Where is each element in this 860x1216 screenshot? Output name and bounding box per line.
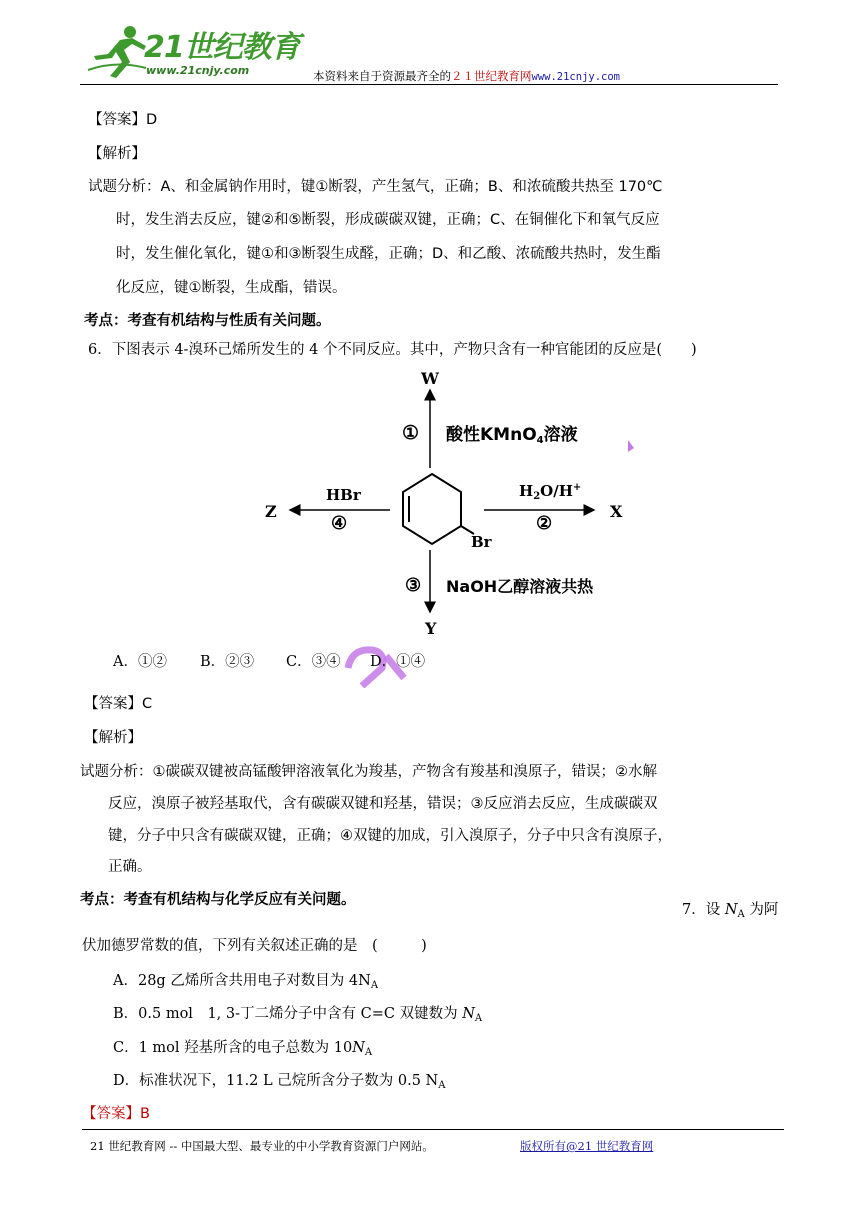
logo-url: www.21cnjy.com <box>146 64 250 77</box>
q5-kaodian: 考点：考查有机结构与性质有关问题。 <box>84 313 331 329</box>
reaction-1-reagent: 酸性KMnO$_4$溶液 <box>446 425 578 446</box>
q6-kaodian: 考点：考查有机结构与化学反应有关问题。 <box>80 892 356 908</box>
cyclohexene-ring <box>403 474 461 544</box>
product-X: X <box>610 502 623 521</box>
header-source-site[interactable]: ２１世纪教育网 <box>451 69 532 83</box>
q5-answer: 【答案】D <box>88 112 158 128</box>
logo-text: 21世纪教育 <box>144 30 300 65</box>
q6-option-c[interactable]: C．③④ <box>286 654 341 670</box>
q7-option-b[interactable]: B．0.5 mol 1, 3-丁二烯分子中含有 C=C 双键数为 $N_A$ <box>113 1006 483 1024</box>
q5-analysis-label: 【解析】 <box>88 146 146 162</box>
footer-text: 21 世纪教育网 -- 中国最大型、最专业的中小学教育资源门户网站。 <box>90 1139 434 1153</box>
product-Z: Z <box>265 502 277 521</box>
q6-option-d[interactable]: D．①④ <box>370 654 426 670</box>
q6-option-a[interactable]: A．①② <box>113 654 167 670</box>
q7-option-d[interactable]: D．标准状况下，11.2 L 己烷所含分子数为 0.5 $N_A$ <box>113 1073 446 1091</box>
q6-analysis-label: 【解析】 <box>84 730 142 746</box>
q6-answer: 【答案】C <box>84 696 153 712</box>
reaction-1-number: ① <box>402 422 420 444</box>
product-W: W <box>421 369 439 388</box>
reaction-2-number: ② <box>536 513 553 534</box>
watermark-mark <box>628 440 634 452</box>
site-logo[interactable] <box>86 22 300 82</box>
reaction-4-reagent: HBr <box>326 486 361 504</box>
q5-analysis-line-1: 试题分析：A、和金属钠作用时，键①断裂，产生氢气，正确；B、和浓硫酸共热至 170℃ <box>88 179 663 195</box>
product-Y: Y <box>425 619 437 638</box>
reaction-2-reagent: $H_2O/H^+$ <box>519 482 582 502</box>
q7-answer: 【答案】B <box>82 1106 150 1122</box>
header-divider <box>80 84 778 85</box>
q5-analysis-line-2: 时，发生消去反应，键②和⑤断裂，形成碳碳双键，正确；C、在铜催化下和氧气反应 <box>116 212 660 228</box>
footer-divider <box>82 1129 784 1130</box>
logo-runner-icon <box>86 24 150 80</box>
reaction-3-reagent: NaOH乙醇溶液共热 <box>446 577 594 596</box>
q6-analysis-line-1: 试题分析：①碳碳双键被高锰酸钾溶液氧化为羧基，产物含有羧基和溴原子，错误；②水解 <box>80 764 657 780</box>
reaction-4-number: ④ <box>331 513 348 534</box>
q7-stem-line-1: 7．设 $N_A$ 为阿 <box>682 902 779 920</box>
q5-analysis-line-4: 化反应，键①断裂，生成酯，错误。 <box>116 280 347 296</box>
q6-analysis-line-3: 键，分子中只含有碳碳双键，正确；④双键的加成，引入溴原子，分子中只含有溴原子， <box>108 828 672 844</box>
q6-analysis-line-4: 正确。 <box>108 859 152 875</box>
q6-reaction-diagram <box>250 368 670 643</box>
footer-copyright-link[interactable]: 版权所有@21 世纪教育网 <box>520 1139 654 1153</box>
q6-stem: 6．下图表示 4-溴环己烯所发生的 4 个不同反应。其中，产物只含有一种官能团的反应是( ) <box>88 342 697 358</box>
q7-stem-line-2: 伏加德罗常数的值，下列有关叙述正确的是 ( ) <box>82 938 427 954</box>
q7-option-a[interactable]: A．28g 乙烯所含共用电子对数目为 $4N_A$ <box>113 973 379 991</box>
q5-analysis-line-3: 时，发生催化氧化，键①和③断裂生成醛，正确；D、和乙酸、浓硫酸共热时，发生酯 <box>116 246 661 262</box>
q6-option-b[interactable]: B．②③ <box>200 654 255 670</box>
header-source-line <box>313 68 620 84</box>
header-source-prefix: 本资料来自于资源最齐全的 <box>313 69 451 83</box>
q6-analysis-line-2: 反应，溴原子被羟基取代，含有碳碳双键和羟基，错误；③反应消去反应，生成碳碳双 <box>108 796 658 812</box>
bromine-label: Br <box>471 533 492 551</box>
reaction-3-number: ③ <box>405 575 422 596</box>
q7-option-c[interactable]: C．1 mol 羟基所含的电子总数为 $10N_A$ <box>113 1040 373 1058</box>
header-source-url[interactable]: www.21cnjy.com <box>531 71 621 83</box>
